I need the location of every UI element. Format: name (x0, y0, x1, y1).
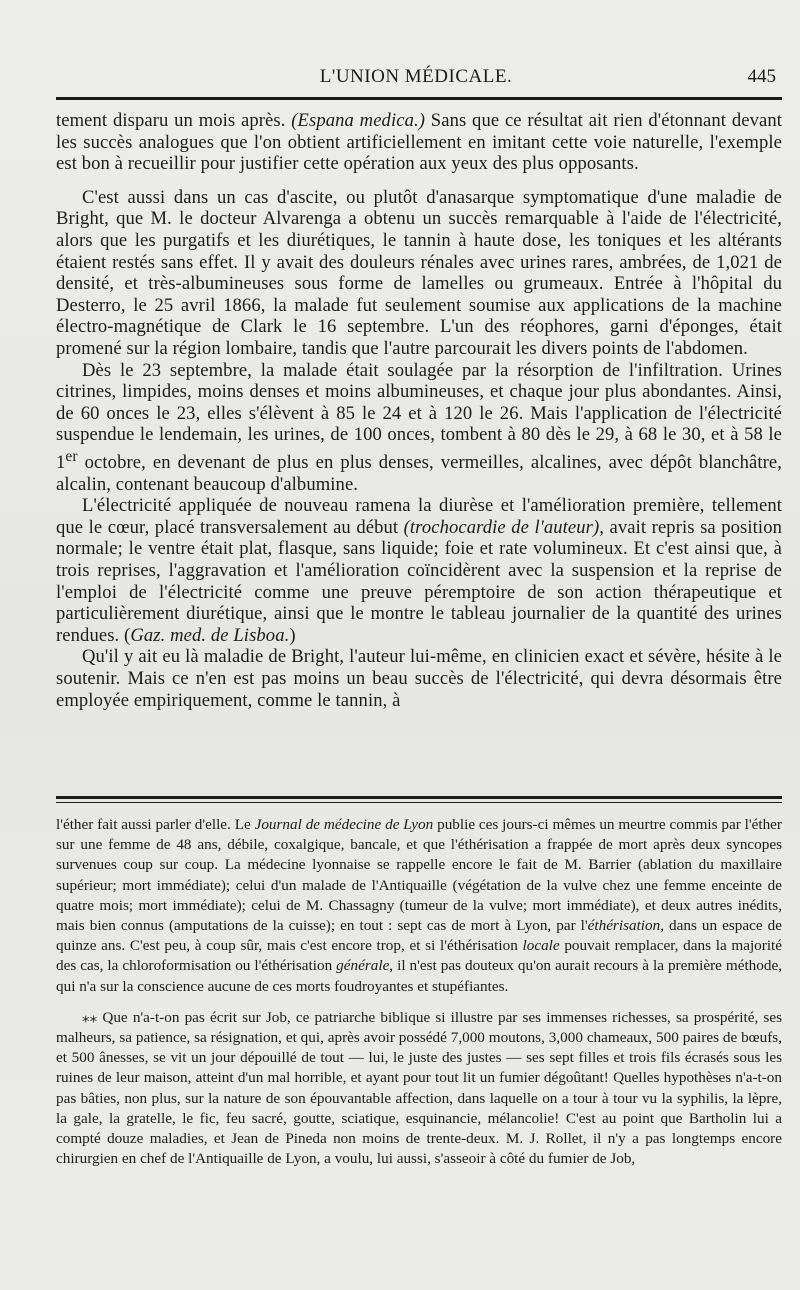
feuilleton-column (56, 815, 782, 1169)
source-citation: (Espana medica.) (291, 110, 426, 131)
asterism-icon: ⁎⁎ (82, 1008, 98, 1026)
feuilleton-separator-thin (56, 802, 782, 803)
paragraph-4: L'électricité appliquée de nouveau ramena la diurèse et l'amélioration première, tellement que le cœur, placé transversalement au début (trochocardie de l'auteur), avait repris sa position normale; le ventre était plat, flasque, sans liquide; foie et rate volumineux. Et c'est ainsi que, à trois reprises, l'aggravation et l'amélioration coïncidèrent avec la suspension et la reprise de l'emploi de l'électricité comme une preuve péremptoire de son action thérapeutique et particulièrement diurétique, ainsi que le montre le tableau journalier de la quantité des urines rendues. (Gaz. med. de Lisboa.) (56, 495, 782, 646)
paragraph-1: tement disparu un mois après. (Espana medica.) Sans que ce résultat ait rien d'étonnant devant les succès analogues que l'on obtient artificiellement en imitant cette voie naturelle, l'exemple est bon à recueillir pour justifier cette opération aux yeux des plus opposants. (56, 110, 782, 175)
paragraph-5: Qu'il y ait eu là maladie de Bright, l'auteur lui-même, en clinicien exact et sévère, hésite à le soutenir. Mais ce n'en est pas moins un beau succès de l'électricité, qui devra désormais être employée empiriquement, comme le tannin, à (56, 646, 782, 711)
feuilleton-separator (56, 796, 782, 799)
paragraph-2: C'est aussi dans un cas d'ascite, ou plutôt d'anasarque symptomatique d'une maladie de Bright, que M. le docteur Alvarenga a obtenu un succès remarquable à l'aide de l'électricité, alors que les purgatifs et les diurétiques, le tannin à haute dose, les toniques et les altérants étaient restés sans effet. Il y avait des douleurs rénales avec urines rares, ambrées, de 1,021 de densité, et très-albumineuses sous forme de lamelles ou grumeaux. Entrée à l'hôpital du Desterro, le 25 avril 1866, la malade fut seulement soumise aux applications de la machine électro-magnétique de Clark le 16 septembre. L'un des réophores, garni d'éponges, était promené sur la région lombaire, tandis que l'autre parcourait les divers points de l'abdomen. (56, 186, 782, 359)
feuilleton-paragraph-2: ⁎⁎ Que n'a-t-on pas écrit sur Job, ce patriarche biblique si illustre par ses immenses richesses, sa prospérité, ses malheurs, sa patience, sa résignation, et qui, après avoir possédé 7,000 moutons, 3,000 chameaux, 500 paires de bœufs, et 500 ânesses, se vit un jour dépouillé de tout — lui, le juste des justes — ses sept filles et trois fils écrasés sous les ruines de leur maison, atteint d'un mal horrible, et ayant pour tout lit un fumier dégoûtant! Quelles hypothèses n'a-t-on pas bâties, non plus, sur la nature de son épouvantable affection, dans laquelle on a tour à tour vu la syphilis, la lèpre, la gale, la gratelle, le fic, feu sacré, goutte, sciatique, esquinancie, mélancolie! C'est au point que Bartholin lui a compté douze maladies, et Jean de Pineda non moins de trente-deux. M. J. Rollet, il n'y a pas longtemps encore chirurgien en chef de l'Antiquaille de Lyon, a voulu, lui aussi, s'asseoir à côté du fumier de Job, (56, 1008, 782, 1168)
page-header (56, 64, 776, 94)
header-rule (56, 97, 782, 100)
paragraph-3: Dès le 23 septembre, la malade était soulagée par la résorption de l'infiltration. Urines citrines, limpides, moins denses et moins albumineuses, et chaque jour plus abondantes. Ainsi, de 60 onces le 23, elles s'élèvent à 85 le 24 et à 120 le 26. Mais l'application de l'électricité suspendue le lendemain, les urines, de 100 onces, tombent à 80 dès le 29, à 68 le 30, et à 58 le 1er octobre, en devenant de plus en plus denses, vermeilles, alcalines, avec dépôt blanchâtre, alcalin, contenant beaucoup d'albumine. (56, 359, 782, 495)
page-number: 445 (747, 66, 776, 87)
running-title: L'UNION MÉDICALE. (319, 66, 513, 87)
main-column (56, 110, 782, 711)
feuilleton-paragraph-1: l'éther fait aussi parler d'elle. Le Journal de médecine de Lyon publie ces jours-ci mêmes un meurtre commis par l'éther sur une femme de 48 ans, débile, coxalgique, bancale, et que l'éthérisation a frappée de mort après deux syncopes survenues coup sur coup. La médecine lyonnaise se rappelle encore le fait de M. Barrier (ablation du maxillaire supérieur; mort immédiate); celui d'un malade de l'Antiquaille (végétation de la vulve chez une femme enceinte de quatre mois; mort immédiate); celui de M. Chassagny (tumeur de la vulve; mort immédiate), et deux autres inédits, mais bien connus (amputations de la cuisse); en tout : sept cas de mort à Lyon, par l'éthérisation, dans un espace de quinze ans. C'est peu, à coup sûr, mais c'est encore trop, et si l'éthérisation locale pouvait remplacer, dans la majorité des cas, la chloroformisation ou l'éthérisation générale, il n'est pas douteux qu'on aurait recours à la première méthode, qui n'a sur la conscience aucune de ces morts foudroyantes et stupéfiantes. (56, 816, 782, 995)
source-citation: Gaz. med. de Lisboa. (130, 624, 290, 646)
